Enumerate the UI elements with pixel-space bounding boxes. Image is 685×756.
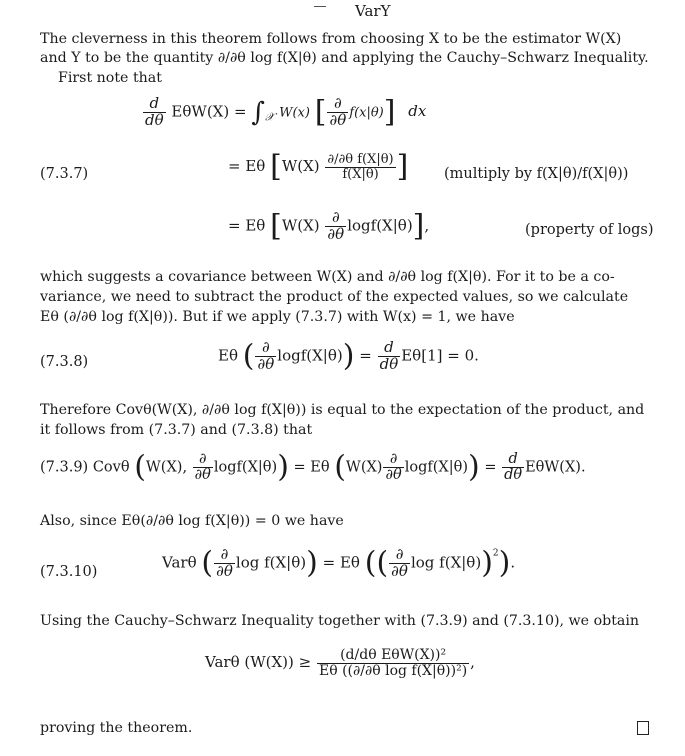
eq-7-3-7-note-logs: (property of logs) <box>525 222 654 238</box>
partial-fraction: $\frac{\partial}{\partial\theta}$ <box>216 545 233 580</box>
also-line: Also, since Eθ(∂/∂θ log f(X|θ)) = 0 we have <box>40 513 344 529</box>
running-head: VarY <box>355 2 391 20</box>
d-dtheta-fraction: $\frac{d}{d\theta}$ <box>145 94 164 129</box>
d-dtheta-fraction: $\frac{d}{d\theta}$ <box>504 451 523 484</box>
intro-line-2: and Y to be the quantity ∂/∂θ log f(X|θ) and applying the Cauchy–Schwarz Inequality. <box>40 50 649 66</box>
eq-7-3-8-label: (7.3.8) <box>40 354 89 370</box>
middle-line-2: variance, we need to subtract the product of the expected values, so we calculate <box>40 289 629 305</box>
partial-fraction: $\frac{\partial}{\partial\theta}$ <box>194 451 211 484</box>
eq-7-3-10-label: (7.3.10) <box>40 564 98 580</box>
therefore-line-1: Therefore Covθ(W(X), ∂/∂θ log f(X|θ)) is equal to the expectation of the product, and <box>40 402 645 418</box>
middle-line-1: which suggests a covariance between W(X) and ∂/∂θ log f(X|θ). For it to be a co- <box>40 269 615 285</box>
eq-7-3-7-label: (7.3.7) <box>40 166 89 182</box>
d-dtheta-fraction: $\frac{d}{d\theta}$ <box>379 338 399 373</box>
integral-sign: ∫ <box>251 97 265 128</box>
closing-line: proving the theorem. <box>40 720 193 736</box>
partial-fraction: $\frac{\partial}{\partial\theta}$ <box>329 94 347 129</box>
partial-fraction: $\frac{\partial}{\partial\theta}$ <box>257 338 275 373</box>
partial-fraction: $\frac{\partial}{\partial\theta}$ <box>327 208 345 243</box>
using-line: Using the Cauchy–Schwarz Inequality together with (7.3.9) and (7.3.10), we obtain <box>40 613 640 629</box>
eq-7-3-7-row1: $\frac{d}{d\theta}$ $E\theta W(X) = \int_𝒳$ W(x) [ $\frac{\partial}{\partial\theta}$ f(x|θ)] dx <box>145 94 427 130</box>
eq-7-3-9: (7.3.9) Covθ (W(X), $\frac{\partial}{\partial\theta}$ logf(X|θ)) = Eθ (W(X) $\frac{\partial}{\partial\theta}$ logf(X|θ)) = $\frac{d}{d\theta}$ EθW(X). <box>40 449 586 485</box>
partial-fraction: $\frac{\partial}{\partial\theta}$ <box>385 451 402 484</box>
intro-line-3: First note that <box>58 70 162 86</box>
header-rule <box>314 6 326 7</box>
intro-line-1: The cleverness in this theorem follows from choosing X to be the estimator W(X) <box>40 31 622 47</box>
score-fraction: $\frac{\text{∂/∂θ f(X|θ)}}{f(X|\theta)}$ <box>327 151 394 182</box>
qed-box-icon <box>637 721 649 735</box>
final-inequality: Varθ (W(X)) ≥ $\frac{\text{(d/dθ EθW(X))²}}{\text{Eθ ((∂/∂θ log f(X|θ))²)}}$ , <box>205 647 475 679</box>
eq-7-3-7-note-multiply: (multiply by f(X|θ)/f(X|θ)) <box>444 166 629 182</box>
eq-7-3-7-row3: = Eθ [W(X) $\frac{\partial}{\partial\theta}$ logf(X|θ)], <box>228 208 430 244</box>
middle-line-3: Eθ (∂/∂θ log f(X|θ)). But if we apply (7.3.7) with W(x) = 1, we have <box>40 309 515 325</box>
therefore-line-2: it follows from (7.3.7) and (7.3.8) that <box>40 422 313 438</box>
eq-7-3-8: Eθ ( $\frac{\partial}{\partial\theta}$ logf(X|θ)) = $\frac{d}{d\theta}$ Eθ[1] = 0. <box>218 338 479 374</box>
eq-7-3-10: Varθ ( $\frac{\partial}{\partial\theta}$ log f(X|θ)) = Eθ (( $\frac{\partial}{\partial\theta}$ log f(X|θ))$^2$). <box>162 545 516 581</box>
eq-7-3-7-row2: = Eθ [W(X) $\frac{\text{∂/∂θ f(X|θ)}}{f(X|\theta)}$ ] <box>228 149 409 184</box>
partial-fraction: $\frac{\partial}{\partial\theta}$ <box>391 545 408 580</box>
cramer-rao-fraction: $\frac{\text{(d/dθ EθW(X))²}}{\text{Eθ ((∂/∂θ log f(X|θ))²)}}$ <box>319 647 468 679</box>
